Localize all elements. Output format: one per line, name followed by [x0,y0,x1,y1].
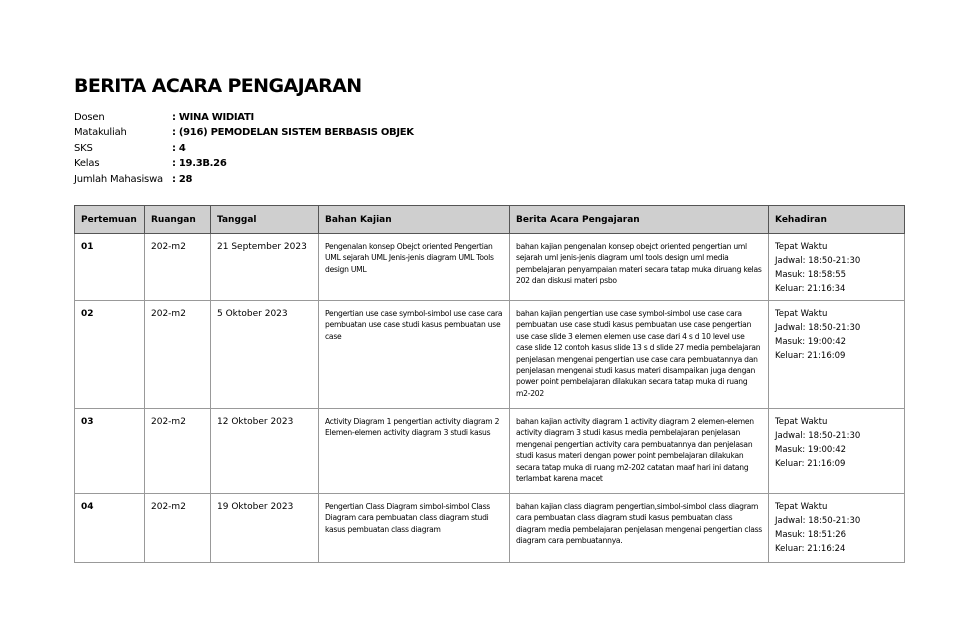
attendance-in: Masuk: 18:58:55 [775,270,847,280]
meta-value: : (916) PEMODELAN SISTEM BERBASIS OBJEK [172,127,414,139]
cell-tanggal: 19 Oktober 2023 [211,494,319,563]
attendance-status: Tepat Waktu [775,309,828,319]
cell-berita-acara: bahan kajian class diagram pengertian,simbol-simbol class diagram cara pembuatan class diagram studi kasus pembuatan class diagram media pembelajaran penjelasan mengenai pengertian class diagram cara pembuatannya. [510,494,769,563]
cell-kehadiran [769,234,905,301]
cell-kehadiran [769,494,905,563]
table-row [75,234,905,301]
cell-bahan-kajian: Pengertian use case symbol-simbol use case cara pembuatan use case studi kasus pembuatan use case [319,301,510,409]
attendance-status: Tepat Waktu [775,242,828,252]
cell-tanggal: 5 Oktober 2023 [211,301,319,409]
meta-label: Kelas [74,158,100,170]
attendance-in: Masuk: 19:00:42 [775,445,847,455]
cell-tanggal: 12 Oktober 2023 [211,409,319,494]
attendance-status: Tepat Waktu [775,417,828,427]
cell-bahan-kajian: Pengenalan konsep Obejct oriented Pengertian UML sejarah UML Jenis-jenis diagram UML Tools design UML [319,234,510,301]
column-header-berita-acara: Berita Acara Pengajaran [510,206,769,234]
cell-ruangan: 202-m2 [145,409,211,494]
course-info [74,110,414,187]
cell-kehadiran [769,409,905,494]
cell-pertemuan: 01 [75,234,145,301]
column-header-bahan-kajian: Bahan Kajian [319,206,510,234]
meta-value: : 19.3B.26 [172,158,227,170]
cell-berita-acara: bahan kajian pengenalan konsep obejct oriented pengertian uml sejarah uml jenis-jenis diagram uml tools design uml media pembelajaran penyampaian materi secara tatap muka diruang kelas 202 dan diskusi materi psbo [510,234,769,301]
meta-label: Matakuliah [74,127,127,139]
meta-row-jumlah-mahasiswa [74,172,414,187]
table-header-row [75,206,905,234]
cell-berita-acara: bahan kajian pengertian use case symbol-simbol use case cara pembuatan use case studi kasus pembuatan use case pengertian use case slide 3 elemen elemen use case dari 4 s d 10 level use case slide 12 contoh kasus slide 13 s d slide 27 media pembelajaran penjelasan mengenai pengertian use case cara pembuatannya dan penjelasan mengenai studi kasus materi disampaikan juga dengan power point pembelajaran dilakukan secara tatap muka di ruang m2-202 [510,301,769,409]
attendance-schedule: Jadwal: 18:50-21:30 [775,256,861,266]
cell-tanggal: 21 September 2023 [211,234,319,301]
cell-pertemuan: 03 [75,409,145,494]
attendance-schedule: Jadwal: 18:50-21:30 [775,516,861,526]
attendance-schedule: Jadwal: 18:50-21:30 [775,431,861,441]
table-row [75,409,905,494]
meta-row-matakuliah [74,125,414,140]
table-row [75,301,905,409]
attendance-out: Keluar: 21:16:34 [775,284,846,294]
attendance-in: Masuk: 19:00:42 [775,337,847,347]
column-header-kehadiran: Kehadiran [769,206,905,234]
attendance-in: Masuk: 18:51:26 [775,530,847,540]
column-header-tanggal: Tanggal [211,206,319,234]
meta-label: SKS [74,142,93,154]
meta-label: Dosen [74,112,105,123]
cell-kehadiran [769,301,905,409]
meta-value: : 4 [172,142,186,154]
meta-row-kelas [74,156,414,171]
attendance-out: Keluar: 21:16:09 [775,351,846,361]
cell-pertemuan: 02 [75,301,145,409]
teaching-record-table [74,205,905,563]
column-header-pertemuan: Pertemuan [75,206,145,234]
attendance-out: Keluar: 21:16:24 [775,544,846,554]
meta-value: : 28 [172,173,193,185]
table-row [75,494,905,563]
page-title: BERITA ACARA PENGAJARAN [74,75,362,97]
attendance-schedule: Jadwal: 18:50-21:30 [775,323,861,333]
cell-pertemuan: 04 [75,494,145,563]
cell-bahan-kajian: Activity Diagram 1 pengertian activity diagram 2 Elemen-elemen activity diagram 3 studi kasus [319,409,510,494]
cell-berita-acara: bahan kajian activity diagram 1 activity diagram 2 elemen-elemen activity diagram 3 studi kasus media pembelajaran penjelasan mengenai pengertian activity cara pembuatannya dan penjelasan studi kasus materi dengan power point pembelajaran dilakukan secara tatap muka di ruang m2-202 catatan maaf hari ini datang terlambat karena macet [510,409,769,494]
meta-row-sks [74,141,414,156]
column-header-ruangan: Ruangan [145,206,211,234]
cell-ruangan: 202-m2 [145,301,211,409]
attendance-status: Tepat Waktu [775,502,828,512]
cell-ruangan: 202-m2 [145,234,211,301]
attendance-out: Keluar: 21:16:09 [775,459,846,469]
meta-row-dosen [74,110,414,125]
meta-value: : WINA WIDIATI [172,112,254,123]
meta-label: Jumlah Mahasiswa [74,173,163,185]
cell-bahan-kajian: Pengertian Class Diagram simbol-simbol Class Diagram cara pembuatan class diagram studi kasus pembuatan class diagram [319,494,510,563]
cell-ruangan: 202-m2 [145,494,211,563]
